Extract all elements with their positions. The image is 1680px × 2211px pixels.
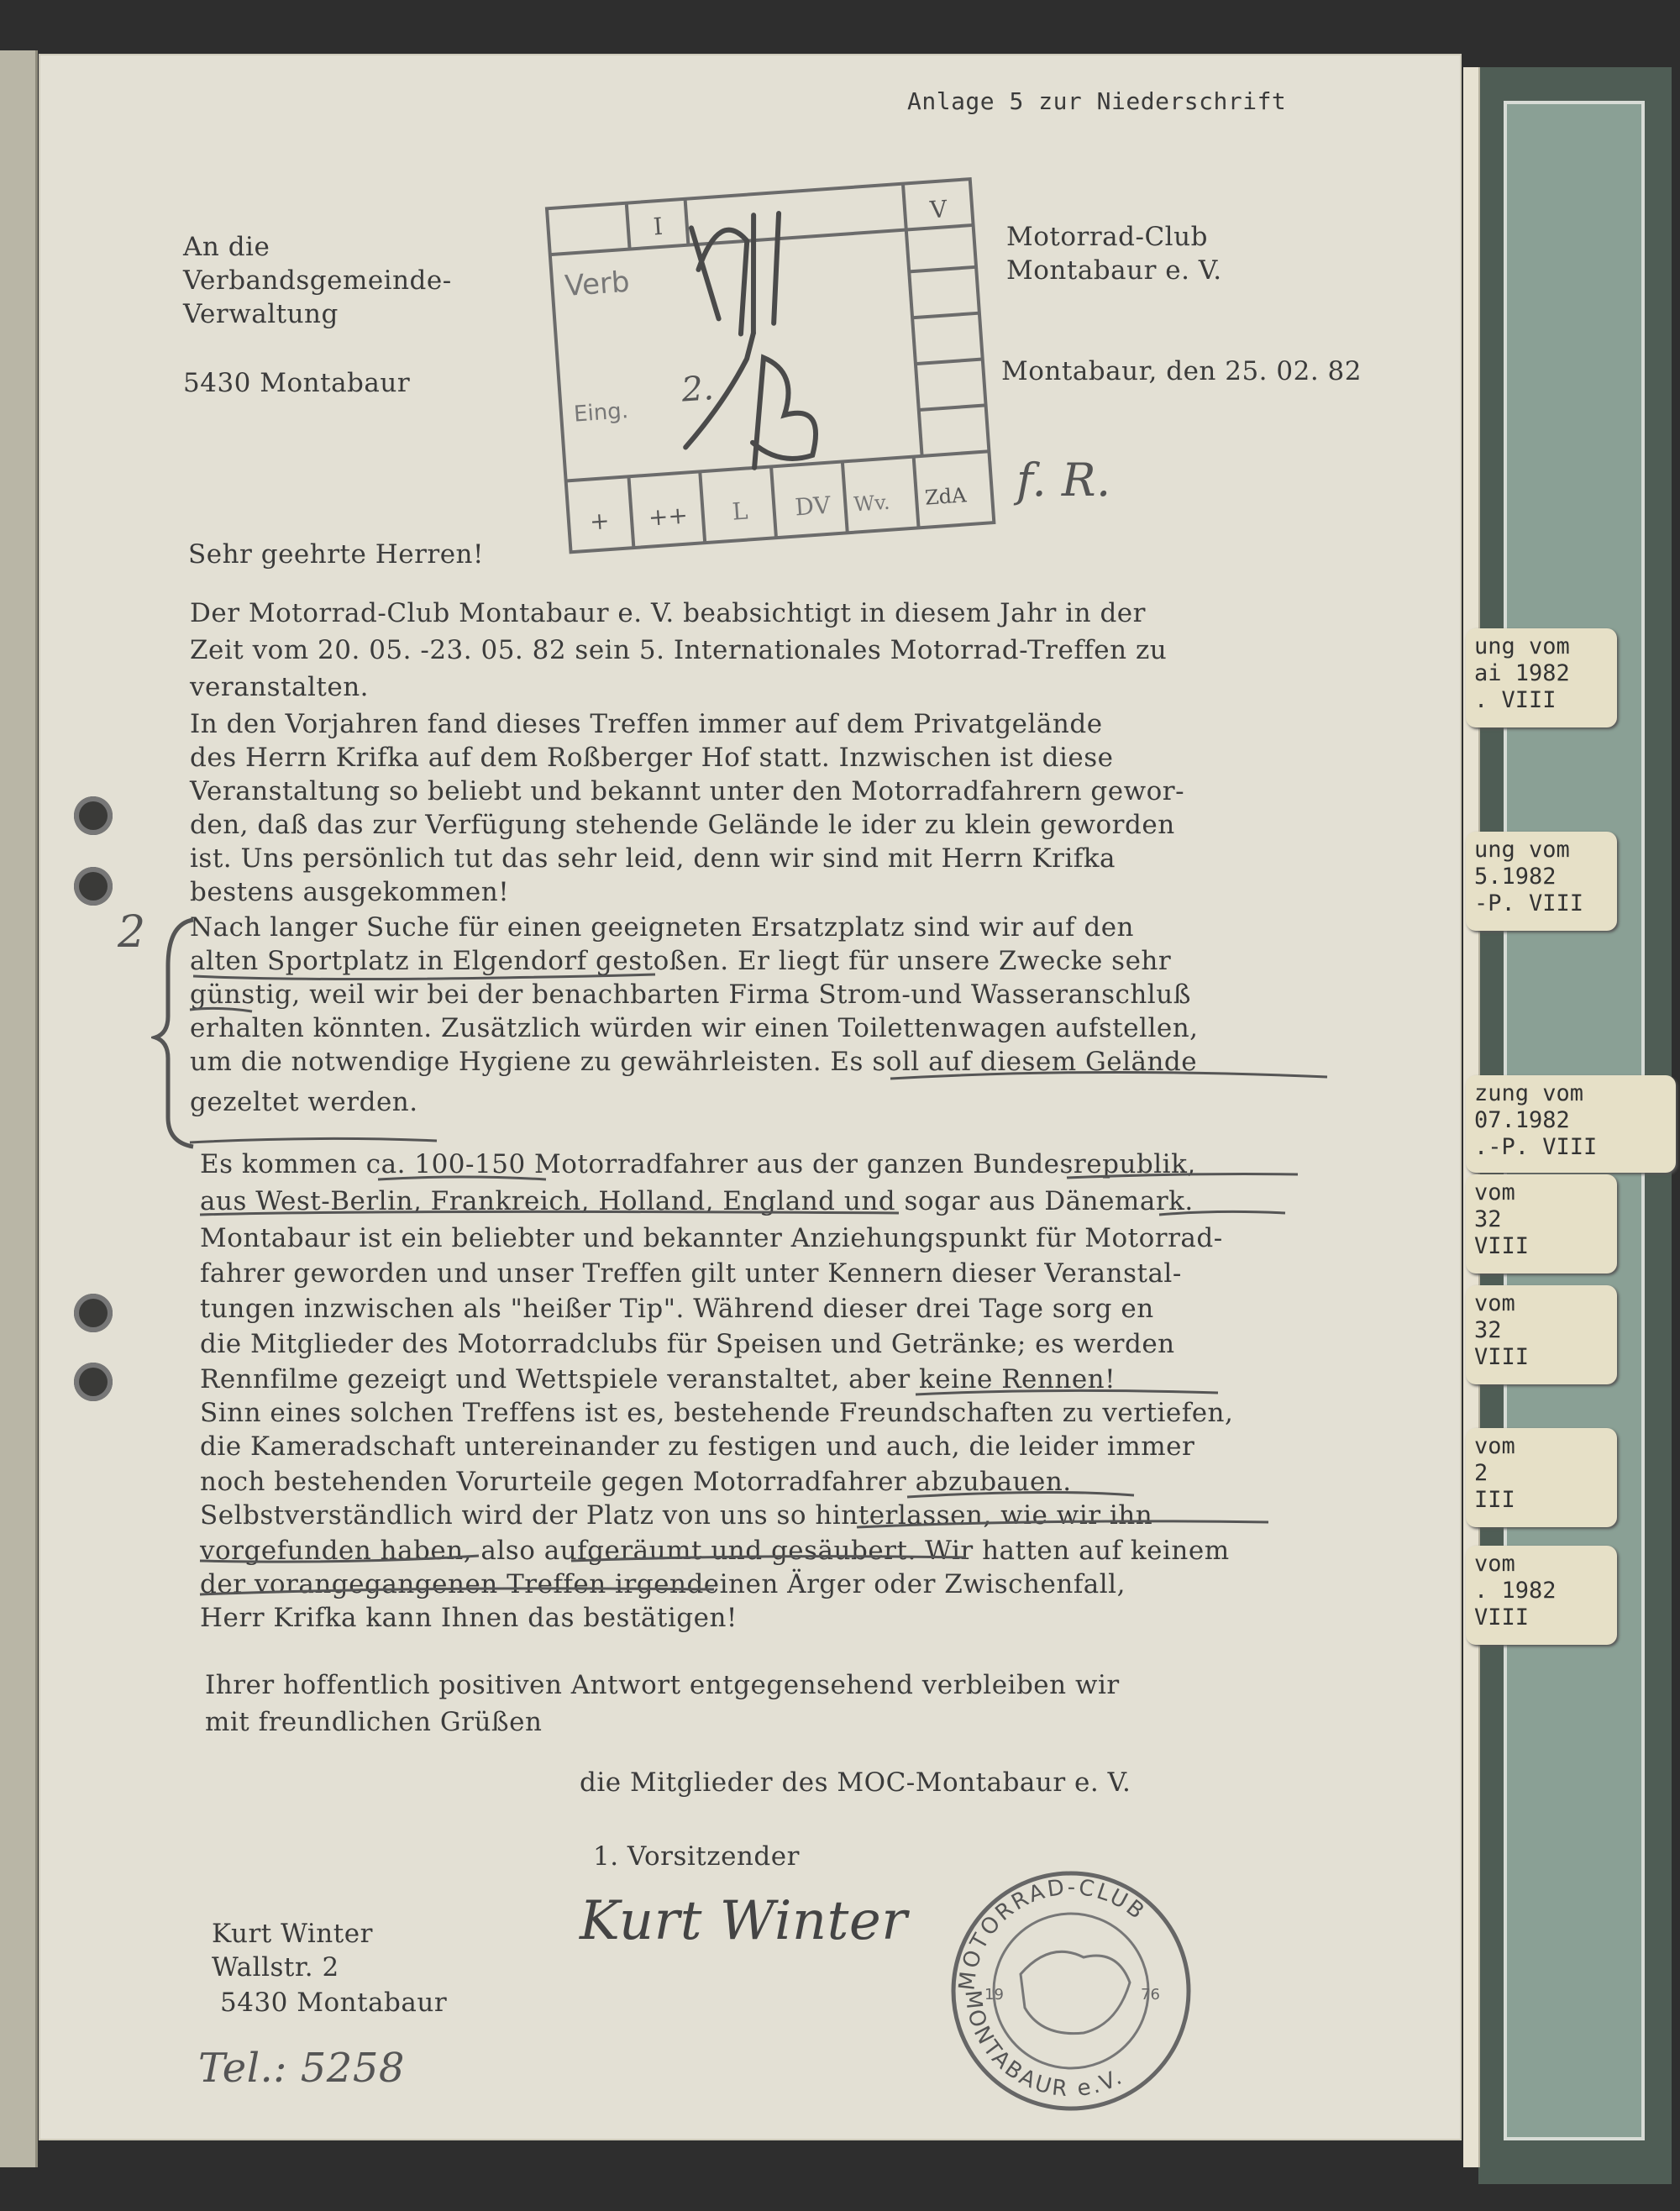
punch-hole [74,1294,113,1332]
body-line: bestens ausgekommen! [190,877,510,907]
tab-text: 5.1982 [1474,864,1557,890]
stamp-office-label: Verb [564,265,631,303]
salutation: Sehr geehrte Herren! [188,539,484,570]
body-line: tungen inzwischen als "heißer Tip". Während dieser drei Tage sorg en [200,1294,1154,1324]
punch-hole [74,867,113,906]
body-line: aus West-Berlin, Frankreich, Holland, England und sogar aus Dänemark. [200,1186,1194,1216]
tab-text: . 1982 [1474,1578,1557,1604]
stamp-box-label: I [652,212,664,241]
tab-text: ung vom [1474,633,1570,659]
tab-text: III [1474,1487,1515,1513]
seal-year-right: 76 [1141,1986,1160,2004]
recipient-line: An die [183,232,270,262]
body-line: Der Motorrad-Club Montabaur e. V. beabsichtigt in diesem Jahr in der [190,598,1146,628]
body-line: fahrer geworden und unser Treffen gilt unter Kennern dieser Veranstal- [200,1258,1182,1289]
tab-text: vom [1474,1433,1515,1459]
recipient-city: 5430 Montabaur [183,368,411,398]
tab-text: vom [1474,1551,1515,1577]
punch-hole [74,1363,113,1401]
tab-text: vom [1474,1179,1515,1205]
tab-text: .-P. VIII [1474,1134,1598,1160]
sender-line: Motorrad-Club [1006,222,1208,252]
club-seal [941,1865,1201,2117]
recipient-line: Verbandsgemeinde- [183,265,452,296]
body-line: Herr Krifka kann Ihnen das bestätigen! [200,1603,738,1633]
index-tab[interactable] [1466,832,1617,931]
body-line: die Mitglieder des Motorradclubs für Speisen und Getränke; es werden [200,1329,1175,1359]
index-tab[interactable] [1466,1075,1676,1173]
body-line: Sinn eines solchen Treffens ist es, bestehende Freundschaften zu vertiefen, [200,1398,1234,1428]
body-line: der vorangegangenen Treffen irgendeinen Ärger oder Zwischenfall, [200,1569,1126,1599]
body-line: den, daß das zur Verfügung stehende Gelände le ider zu klein geworden [190,810,1175,840]
tab-text: zung vom [1474,1080,1584,1106]
body-line: Veranstaltung so beliebt und bekannt unter den Motorradfahrern gewor- [190,776,1185,806]
tab-text: VIII [1474,1344,1530,1370]
handwritten-phone: Tel.: 5258 [198,2045,405,2092]
body-line: vorgefunden haben, also aufgeräumt und gesäubert. Wir hatten auf keinem [200,1536,1230,1566]
body-line: die Kameradschaft untereinander zu festigen und auch, die leider immer [200,1431,1195,1462]
body-line: Rennfilme gezeigt und Wettspiele veranstaltet, aber keine Rennen! [200,1364,1116,1394]
tab-text: 32 [1474,1317,1502,1343]
seal-text-bottom [959,1989,1127,2103]
body-line: Nach langer Suche für einen geeigneten Ersatzplatz sind wir auf den [190,912,1135,943]
seal-text-bottom-path: MONTABAUR e.V. [959,1988,1128,2103]
body-line: In den Vorjahren fand dieses Treffen immer auf dem Privatgelände [190,709,1103,739]
body-line: um die notwendige Hygiene zu gewährleisten. Es soll auf diesem Gelände [190,1047,1198,1077]
stamp-date: 2. [680,369,716,410]
stamp-box-label: ZdA [924,483,968,510]
letter-date: Montabaur, den 25. 02. 82 [1001,356,1362,386]
annex-note: Anlage 5 zur Niederschrift [907,87,1287,115]
receipt-stamp [543,174,1004,565]
index-tab[interactable] [1466,1285,1617,1384]
index-tab[interactable] [1466,1174,1617,1274]
closing-line: Ihrer hoffentlich positiven Antwort entgegensehend verbleiben wir [205,1670,1120,1700]
body-line: des Herrn Krifka auf dem Roßberger Hof statt. Inzwischen ist diese [190,743,1114,773]
tab-text: vom [1474,1290,1515,1316]
sender-line: Montabaur e. V. [1006,255,1222,286]
address-name: Kurt Winter [212,1919,373,1949]
tab-text: VIII [1474,1233,1530,1259]
index-tab[interactable] [1466,1428,1617,1527]
stamp-box-label: DV [794,491,832,522]
handwritten-initials-mark [669,212,817,472]
body-line: ist. Uns persönlich tut das sehr leid, denn wir sind mit Herrn Krifka [190,843,1116,874]
body-line: veranstalten. [190,672,370,702]
handwritten-initials: f. R. [1016,454,1111,507]
recipient-line: Verwaltung [183,299,339,329]
signatory-role: 1. Vorsitzender [593,1841,800,1872]
stamp-box-label: L [731,496,749,526]
body-line: Zeit vom 20. 05. -23. 05. 82 sein 5. Internationales Motorrad-Treffen zu [190,635,1168,665]
closing-line: mit freundlichen Grüßen [205,1707,543,1737]
tab-text: -P. VIII [1474,890,1584,916]
stamp-box-label: Wv. [853,490,891,517]
index-tab[interactable] [1466,628,1617,727]
tab-text: 32 [1474,1206,1502,1232]
tab-text: ung vom [1474,837,1570,863]
tab-text: 07.1982 [1474,1107,1570,1133]
stamp-box-label: + [588,507,611,536]
body-line: gezeltet werden. [190,1087,418,1117]
address-street: Wallstr. 2 [212,1952,339,1983]
tab-text: . VIII [1474,687,1557,713]
seal-text-top-path: MOTORRAD-CLUB [954,1874,1151,1992]
tab-text: VIII [1474,1604,1530,1631]
stamp-received-label: Eing. [573,398,629,428]
stamp-box-label: ++ [647,501,689,532]
tab-text: ai 1982 [1474,660,1570,686]
punch-hole [74,796,113,835]
stamp-box-label: V [929,195,948,224]
body-line: alten Sportplatz in Elgendorf gestoßen. Er liegt für unsere Zwecke sehr [190,946,1172,976]
motorcycle-emblem-icon [1021,1951,1130,2033]
seal-year-left: 19 [984,1986,1004,2004]
body-line: Montabaur ist ein beliebter und bekannter Anziehungspunkt für Motorrad- [200,1223,1223,1253]
body-line: Es kommen ca. 100-150 Motorradfahrer aus der ganzen Bundesrepublik, [200,1149,1196,1179]
body-line: noch bestehenden Vorurteile gegen Motorradfahrer abzubauen. [200,1467,1072,1497]
body-line: günstig, weil wir bei der benachbarten Firma Strom-und Wasseranschluß [190,979,1191,1010]
body-line: erhalten könnten. Zusätzlich würden wir einen Toilettenwagen aufstellen, [190,1013,1199,1043]
address-city: 5430 Montabaur [220,1988,448,2018]
margin-mark: 2 [118,907,146,958]
binder-left-edge [0,50,38,2167]
handwritten-signature: Kurt Winter [580,1890,908,1952]
tab-text: 2 [1474,1460,1488,1486]
club-members-line: die Mitglieder des MOC-Montabaur e. V. [580,1767,1131,1798]
body-line: Selbstverständlich wird der Platz von uns so hinterlassen, wie wir ihn [200,1500,1153,1531]
index-tab[interactable] [1466,1546,1617,1645]
